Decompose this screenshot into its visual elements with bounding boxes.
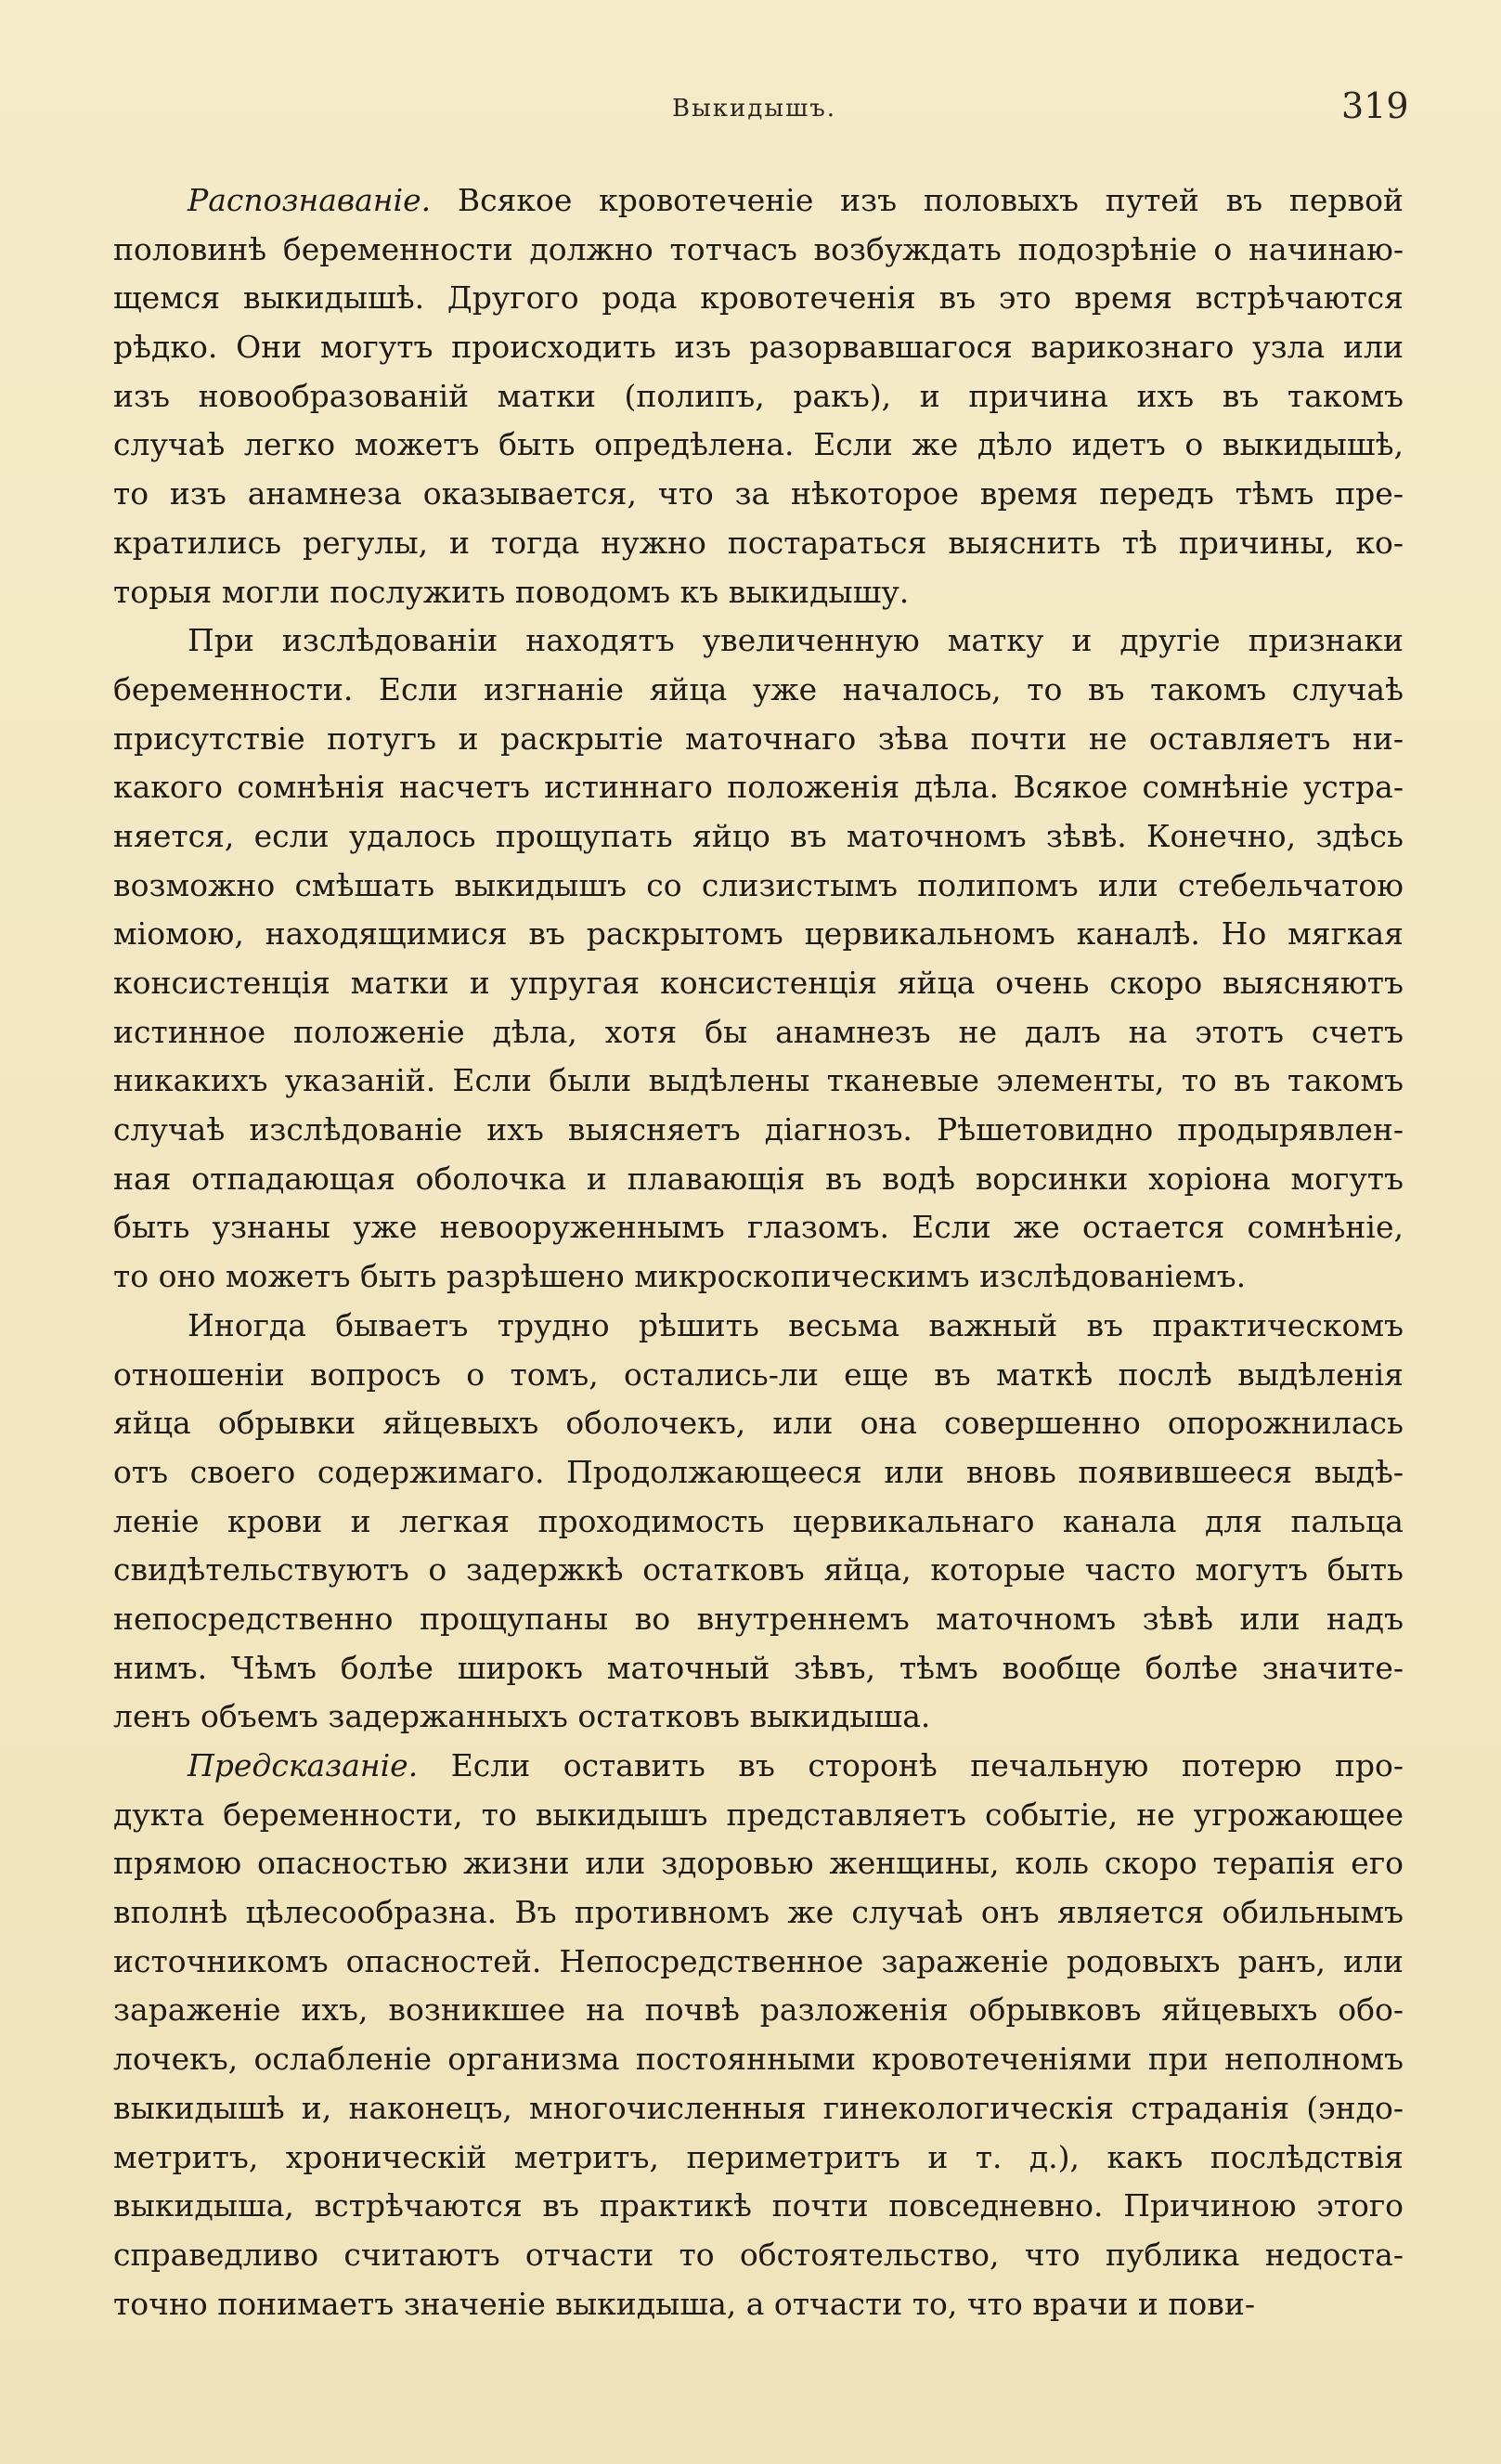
line-text: щемся выкидышѣ. Другого рода кровотеченія въ это время встрѣчаются bbox=[113, 279, 1404, 317]
line-text: торыя могли послужить поводомъ къ выкидышу. bbox=[113, 573, 910, 610]
line-text: непосредственно прощупаны во внутреннемъ маточномъ зѣвѣ или надъ bbox=[113, 1600, 1404, 1637]
paragraph-line bbox=[113, 2133, 1404, 2183]
paragraph-line bbox=[113, 2182, 1404, 2231]
paragraph-lead: Распознаваніе. bbox=[188, 182, 432, 218]
line-text: беременности. Если изгнаніе яйца уже началось, то въ такомъ случаѣ bbox=[113, 670, 1404, 707]
paragraph-line bbox=[113, 763, 1404, 812]
paragraph-line bbox=[113, 862, 1404, 911]
paragraph-line bbox=[113, 1448, 1404, 1498]
paragraph-line bbox=[113, 1888, 1404, 1938]
line-text: нимъ. Чѣмъ болѣе широкъ маточный зѣвъ, тѣмъ вообще болѣе значите- bbox=[113, 1649, 1404, 1686]
paragraph-line bbox=[113, 1938, 1404, 1987]
line-text: При изслѣдованіи находятъ увеличенную матку и другіе признаки bbox=[188, 622, 1404, 659]
paragraph-line bbox=[113, 1399, 1404, 1448]
paragraph-line bbox=[113, 715, 1404, 764]
paragraph-line bbox=[113, 2035, 1404, 2084]
line-text: отношеніи вопросъ о томъ, остались-ли еще въ маткѣ послѣ выдѣленія bbox=[113, 1355, 1404, 1393]
paragraph-line bbox=[113, 1546, 1404, 1595]
paragraph-line bbox=[113, 666, 1404, 715]
line-text: кратились регулы, и тогда нужно постараться выяснить тѣ причины, ко- bbox=[113, 524, 1404, 561]
paragraph-line bbox=[113, 1791, 1404, 1840]
line-text: точно понимаетъ значеніе выкидыша, а отчасти то, что врачи и пови- bbox=[113, 2285, 1256, 2322]
paragraph-line bbox=[113, 1302, 1404, 1351]
line-text: Иногда бываетъ трудно рѣшить весьма важный въ практическомъ bbox=[188, 1306, 1404, 1343]
line-text: метритъ, хроническій метритъ, периметритъ и т. д.), какъ послѣдствія bbox=[113, 2138, 1404, 2175]
paragraph-line bbox=[113, 1644, 1404, 1693]
line-text: Всякое кровотеченіе изъ половыхъ путей въ первой bbox=[431, 182, 1404, 218]
line-text: вполнѣ цѣлесообразна. Въ противномъ же случаѣ онъ является обильнымъ bbox=[113, 1894, 1404, 1931]
line-text: то изъ анамнеза оказывается, что за нѣкоторое время передъ тѣмъ пре- bbox=[113, 475, 1404, 512]
line-text: зараженіе ихъ, возникшее на почвѣ разложенія обрывковъ яйцевыхъ обо- bbox=[113, 1991, 1404, 2029]
paragraph-line bbox=[113, 616, 1404, 666]
line-text: никакихъ указаній. Если были выдѣлены тканевые элементы, то въ такомъ bbox=[113, 1062, 1404, 1099]
paragraph-line bbox=[113, 1595, 1404, 1644]
line-text: леніе крови и легкая проходимость цервикальнаго канала для пальца bbox=[113, 1502, 1404, 1539]
paragraph-line bbox=[113, 1252, 1404, 1302]
line-text: свидѣтельствуютъ о задержкѣ остатковъ яйца, которые часто могутъ быть bbox=[113, 1551, 1404, 1589]
line-text: быть узнаны уже невооруженнымъ глазомъ. Если же остается сомнѣніе, bbox=[113, 1209, 1404, 1246]
line-text: ленъ объемъ задержанныхъ остатковъ выкидыша. bbox=[113, 1698, 931, 1735]
line-text: то оно можетъ быть разрѣшено микроскопическимъ изслѣдованіемъ. bbox=[113, 1258, 1247, 1295]
line-text: выкидышѣ и, наконецъ, многочисленныя гинекологическія страданія (эндо- bbox=[113, 2089, 1404, 2126]
paragraph-line bbox=[113, 959, 1404, 1008]
line-text: выкидыша, встрѣчаются въ практикѣ почти повседневно. Причиною этого bbox=[113, 2187, 1404, 2224]
paragraph-line bbox=[113, 274, 1404, 323]
running-head bbox=[0, 85, 1501, 132]
paragraph-line bbox=[113, 226, 1404, 275]
line-text: отъ своего содержимаго. Продолжающееся или вновь появившееся выдѣ- bbox=[113, 1453, 1404, 1490]
paragraph-line bbox=[113, 1742, 1404, 1791]
line-text: какого сомнѣнія насчетъ истиннаго положенія дѣла. Всякое сомнѣніе устра- bbox=[113, 769, 1404, 806]
paragraph-line bbox=[113, 176, 1404, 226]
paragraph-line bbox=[113, 1498, 1404, 1547]
paragraph-line bbox=[113, 1839, 1404, 1888]
page-number: 319 bbox=[1341, 85, 1409, 126]
line-text: случаѣ легко можетъ быть опредѣлена. Если же дѣло идетъ о выкидышѣ, bbox=[113, 426, 1404, 463]
paragraph-line bbox=[113, 2084, 1404, 2133]
line-text: прямою опасностью жизни или здоровью женщины, коль скоро терапія его bbox=[113, 1845, 1404, 1882]
paragraph-line bbox=[113, 910, 1404, 959]
paragraph-line bbox=[113, 323, 1404, 372]
paragraph-line bbox=[113, 1057, 1404, 1106]
line-text: Если оставить въ сторонѣ печальную потерю про- bbox=[418, 1747, 1404, 1783]
line-text: справедливо считаютъ отчасти то обстоятельство, что публика недоста- bbox=[113, 2236, 1404, 2273]
line-text: дукта беременности, то выкидышъ представляетъ событіе, не угрожающее bbox=[113, 1796, 1404, 1833]
paragraph-line bbox=[113, 812, 1404, 862]
paragraph-line bbox=[113, 519, 1404, 568]
line-text: половинѣ беременности должно тотчасъ возбуждать подозрѣніе о начинаю- bbox=[113, 230, 1404, 267]
line-text: ная отпадающая оболочка и плавающія въ водѣ ворсинки хоріона могутъ bbox=[113, 1160, 1404, 1197]
line-text: яйца обрывки яйцевыхъ оболочекъ, или она совершенно опорожнилась bbox=[113, 1405, 1404, 1442]
paragraph-line bbox=[113, 372, 1404, 421]
line-text: источникомъ опасностей. Непосредственное зараженіе родовыхъ ранъ, или bbox=[113, 1942, 1404, 1979]
line-text: истинное положеніе дѣла, хотя бы анамнезъ не далъ на этотъ счетъ bbox=[113, 1013, 1404, 1050]
paragraph-line bbox=[113, 1986, 1404, 2035]
line-text: рѣдко. Они могутъ происходить изъ разорвавшагося варикознаго узла или bbox=[113, 329, 1404, 366]
line-text: консистенція матки и упругая консистенція яйца очень скоро выясняютъ bbox=[113, 965, 1404, 1001]
body-text bbox=[113, 176, 1404, 2328]
line-text: лочекъ, ослабленіе организма постоянными кровотеченіями при неполномъ bbox=[113, 2041, 1404, 2078]
paragraph-line bbox=[113, 2231, 1404, 2280]
paragraph-lead: Предсказаніе. bbox=[188, 1747, 419, 1783]
line-text: случаѣ изслѣдованіе ихъ выясняетъ діагнозъ. Рѣшетовидно продырявлен- bbox=[113, 1111, 1404, 1148]
paragraph-line bbox=[113, 2280, 1404, 2329]
paragraph-line bbox=[113, 1008, 1404, 1057]
line-text: няется, если удалось прощупать яйцо въ маточномъ зѣвѣ. Конечно, здѣсь bbox=[113, 817, 1404, 854]
line-text: возможно смѣшать выкидышъ со слизистымъ полипомъ или стебельчатою bbox=[113, 866, 1404, 903]
running-title: Выкидышъ. bbox=[672, 95, 837, 123]
paragraph-line bbox=[113, 421, 1404, 470]
paragraph-line bbox=[113, 1351, 1404, 1400]
paragraph-line bbox=[113, 1106, 1404, 1155]
line-text: присутствіе потугъ и раскрытіе маточнаго зѣва почти не оставляетъ ни- bbox=[113, 720, 1404, 757]
paragraph-line bbox=[113, 470, 1404, 519]
line-text: міомою, находящимися въ раскрытомъ цервикальномъ каналѣ. Но мягкая bbox=[113, 915, 1404, 953]
line-text: изъ новообразованій матки (полипъ, ракъ), и причина ихъ въ такомъ bbox=[113, 377, 1404, 414]
paragraph-line bbox=[113, 1155, 1404, 1204]
paragraph-line bbox=[113, 1203, 1404, 1252]
paragraph-line bbox=[113, 568, 1404, 617]
paragraph-line bbox=[113, 1692, 1404, 1742]
